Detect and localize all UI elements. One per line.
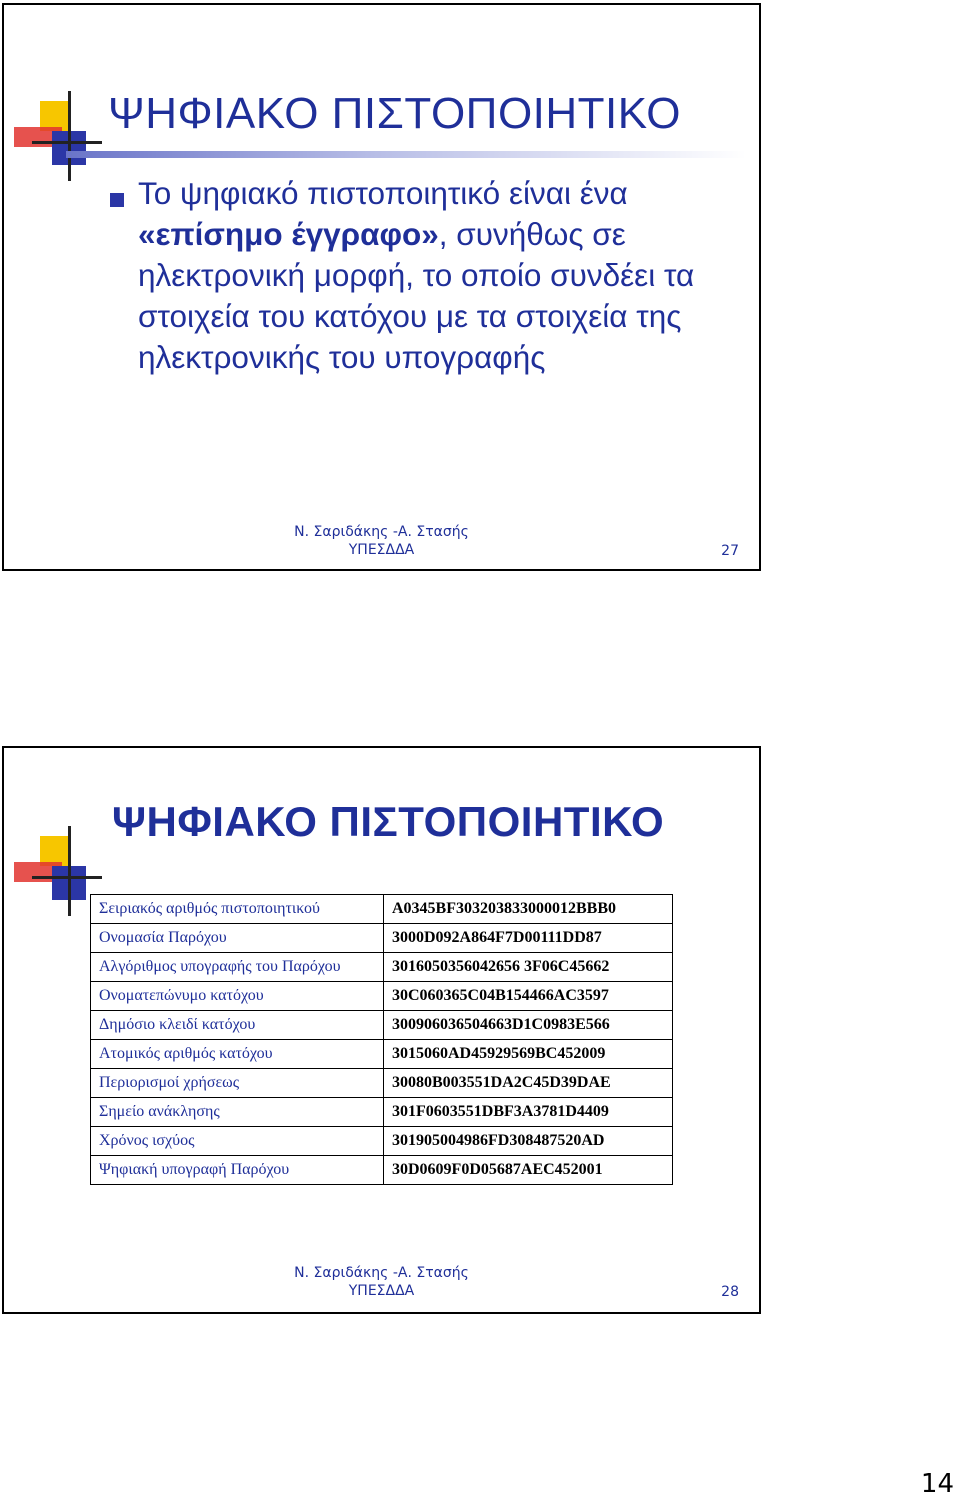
footer-org: ΥΠΕΣΔΔΑ [348,1283,415,1299]
field-label: Ατομικός αριθμός κατόχου [91,1040,384,1069]
bullet-text [138,173,748,378]
field-label: Δημόσιο κλειδί κατόχου [91,1011,384,1040]
table-row [91,924,673,953]
table-row [91,1156,673,1185]
bullet-square-icon [110,193,124,207]
slide-number: 28 [721,1284,739,1300]
slide-28 [2,746,761,1314]
field-value: 301905004986FD308487520AD [384,1127,673,1156]
table-row [91,1011,673,1040]
table-row [91,895,673,924]
title-underline [66,151,746,158]
slide-footer [4,1264,759,1300]
sheet-page-number: 14 [920,1469,954,1499]
field-label: Χρόνος ισχύος [91,1127,384,1156]
field-value: A0345BF303203833000012BBB0 [384,895,673,924]
field-label: Σημείο ανάκλησης [91,1098,384,1127]
table-row [91,982,673,1011]
slide-27 [2,3,761,571]
bullet-text-end: , συνήθως σε ηλεκτρονική μορφή, το οποίο συνδέει τα στοιχεία του κατόχου με τα στοιχεία της ηλεκτρονικής του υπογραφής [138,216,695,375]
field-value: 301F0603551DBF3A3781D4409 [384,1098,673,1127]
table-row [91,1127,673,1156]
slide-title: ΨΗΦΙΑΚΟ ΠΙΣΤΟΠΟΙΗΤΙΚΟ [112,798,665,845]
table-row [91,1040,673,1069]
table-row [91,1069,673,1098]
footer-authors: Ν. Σαριδάκης -Α. Στασής [294,524,469,540]
field-value: 30C060365C04B154466AC3597 [384,982,673,1011]
field-label: Ονοματεπώνυμο κατόχου [91,982,384,1011]
slide-title: ΨΗΦΙΑΚΟ ΠΙΣΤΟΠΟΙΗΤΙΚΟ [108,89,681,138]
table-row [91,1098,673,1127]
field-value: 3000D092A864F7D00111DD87 [384,924,673,953]
slide-footer [4,523,759,559]
footer-org: ΥΠΕΣΔΔΑ [348,542,415,558]
footer-authors: Ν. Σαριδάκης -Α. Στασής [294,1265,469,1281]
bullet-text-bold: «επίσημο έγγραφο» [138,216,439,252]
field-label: Σειριακός αριθμός πιστοποιητικού [91,895,384,924]
slide-number: 27 [721,543,739,559]
bullet-text-start: Το ψηφιακό πιστοποιητικό είναι ένα [138,175,628,211]
field-label: Περιορισμοί χρήσεως [91,1069,384,1098]
slide-logo-icon [12,91,112,181]
field-value: 30080B003551DA2C45D39DAE [384,1069,673,1098]
certificate-table [90,894,673,1185]
field-label: Ονομασία Παρόχου [91,924,384,953]
field-value: 3016050356042656 3F06C45662 [384,953,673,982]
field-value: 3015060AD45929569BC452009 [384,1040,673,1069]
field-value: 30D0609F0D05687AEC452001 [384,1156,673,1185]
field-label: Ψηφιακή υπογραφή Παρόχου [91,1156,384,1185]
field-label: Αλγόριθμος υπογραφής του Παρόχου [91,953,384,982]
field-value: 300906036504663D1C0983E566 [384,1011,673,1040]
table-row [91,953,673,982]
